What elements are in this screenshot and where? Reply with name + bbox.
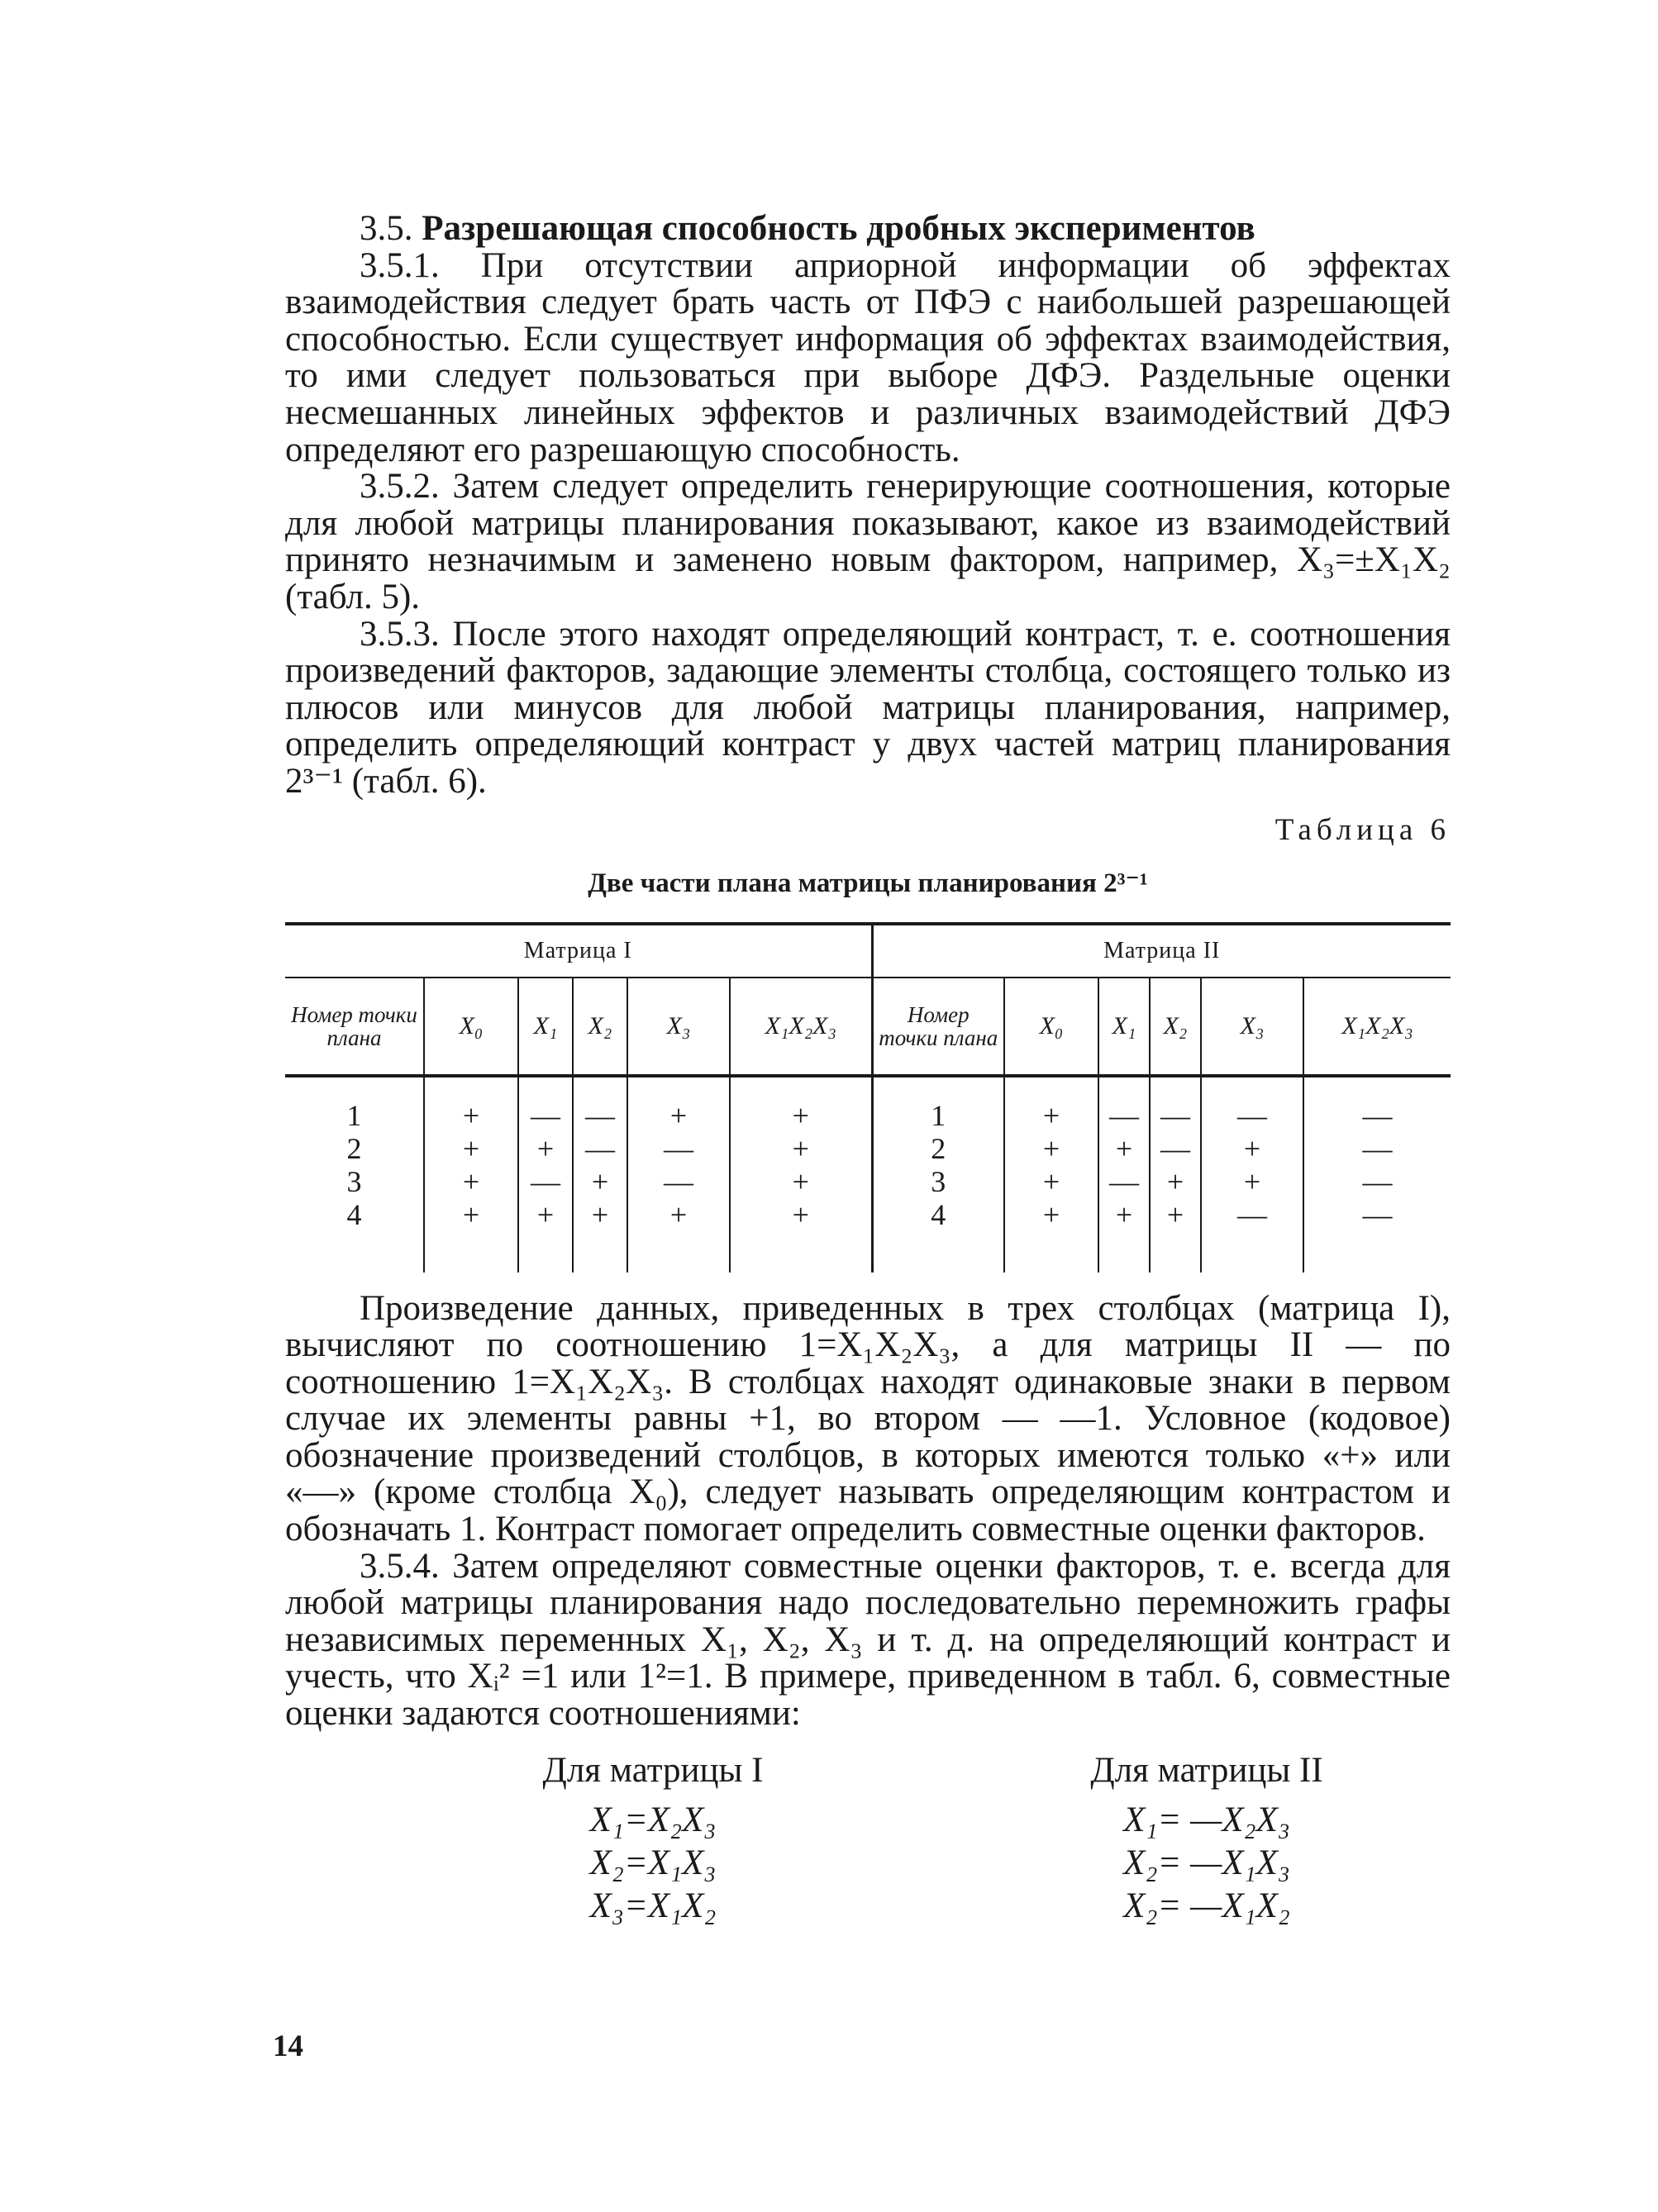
m1-col-point: Номер точки плана <box>285 978 424 1076</box>
m2-col-x1x2x3: X₁X₂X₃ <box>1303 978 1451 1076</box>
m2-x1x2x3-cell: — — — — <box>1303 1076 1451 1272</box>
m1-col-x3: X₃ <box>627 978 730 1076</box>
formulas-matrix-1 <box>459 1749 847 1928</box>
matrix-1-title: Матрица I <box>285 924 872 978</box>
m1-col-x1x2x3: X₁X₂X₃ <box>730 978 872 1076</box>
m2-col-x1: X₁ <box>1098 978 1150 1076</box>
formula-line: X₂=X₁X₃ <box>589 1843 717 1882</box>
paragraph-3-5-3: 3.5.3. После этого находят определяющий контраст, т. е. соотношения произведений факторов, задающие элементы столбца, состоящего только из плюсов или минусов для любой матрицы планирования, например, определить определяющий контраст у двух частей матриц планирования 2³⁻¹ (табл. 6). <box>285 614 1451 801</box>
paragraph-product: Произведение данных, приведенных в трех столбцах (матрица I), вычисляют по соотношению 1=X₁X₂X₃, а для матрицы II — по соотношению 1=X₁X₂X₃. В столбцах находят одинаковые знаки в первом случае их элементы равны +1, во втором — —1. Условное (кодовое) обозначение произведений столбцов, в которых имеются только «+» или «—» (кроме столбца X₀), следует называть определяющим контрастом и обозначать 1. Контраст помогает определить совместные оценки факторов. <box>285 1288 1451 1549</box>
plan-matrix-table <box>285 922 1451 1272</box>
formulas-matrix-1-heading: Для матрицы I <box>542 1750 764 1790</box>
joint-estimates <box>459 1749 1401 1928</box>
m1-col-x2: X₂ <box>573 978 627 1076</box>
page-body <box>285 211 1451 1928</box>
m1-x1-cell: — + — + <box>518 1076 573 1272</box>
m1-col-x0: X₀ <box>424 978 518 1076</box>
paragraph-3-5-2: 3.5.2. Затем следует определить генерирующие соотношения, которые для любой матрицы планирования показывают, какое из взаимодействий принято незначимым и заменено новым фактором, например, X₃=±X₁X₂ (табл. 5). <box>285 467 1451 616</box>
page-number: 14 <box>273 2029 303 2063</box>
section-heading <box>285 211 1451 248</box>
m2-x3-cell: — + + — <box>1201 1076 1303 1272</box>
m2-col-point: Номер точки плана <box>872 978 1004 1076</box>
formulas-matrix-2 <box>1012 1749 1401 1928</box>
m2-x1-cell: — + — + <box>1098 1076 1150 1272</box>
formula-line: X₂= —X₁X₃ <box>1123 1843 1290 1882</box>
m2-col-x3: X₃ <box>1201 978 1303 1076</box>
matrix-2-title: Матрица II <box>872 924 1451 978</box>
paragraph-3-5-1: 3.5.1. При отсутствии априорной информации об эффектах взаимодействия следует брать часть от ПФЭ с наибольшей разрешающей способностью. Если существует информация об эффектах взаимодействия, то ими следует пользоваться при выборе ДФЭ. Раздельные оценки несмешанных линейных эффектов и различных взаимодействий ДФЭ определяют его разрешающую способность. <box>285 245 1451 469</box>
m1-x2-cell: — — + + <box>573 1076 627 1272</box>
m2-col-x2: X₂ <box>1150 978 1201 1076</box>
paragraph-3-5-4: 3.5.4. Затем определяют совместные оценки факторов, т. е. всегда для любой матрицы планирования надо последовательно перемножить графы независимых переменных X₁, X₂, X₃ и т. д. на определяющий контраст и учесть, что Xᵢ² =1 или 1²=1. В примере, приведенном в табл. 6, совместные оценки задаются соотношениями: <box>285 1546 1451 1734</box>
m2-points-cell: 1 2 3 4 <box>872 1076 1004 1272</box>
m1-points-cell: 1 2 3 4 <box>346 1098 362 1231</box>
formulas-matrix-2-heading: Для матрицы II <box>1090 1750 1323 1790</box>
m1-x0-cell: + + + + <box>424 1076 518 1272</box>
formula-line: X₂= —X₁X₂ <box>1123 1886 1290 1925</box>
formula-line: X₃=X₁X₂ <box>589 1886 717 1925</box>
m1-col-x1: X₁ <box>518 978 573 1076</box>
m2-col-x0: X₀ <box>1004 978 1098 1076</box>
table-label: Таблица 6 <box>1274 812 1451 847</box>
m2-x2-cell: — — + + <box>1150 1076 1201 1272</box>
m2-x0-cell: + + + + <box>1004 1076 1098 1272</box>
section-heading-title: Разрешающая способность дробных экспериментов <box>422 209 1255 248</box>
m1-x1x2x3-cell: + + + + <box>730 1076 872 1272</box>
formula-line: X₁=X₂X₃ <box>589 1800 717 1839</box>
section-heading-number: 3.5. <box>360 209 413 248</box>
formula-line: X₁= —X₂X₃ <box>1123 1800 1290 1839</box>
table-title: Две части плана матрицы планирования 2³⁻¹ <box>588 868 1148 898</box>
m1-x3-cell: + — — + <box>627 1076 730 1272</box>
